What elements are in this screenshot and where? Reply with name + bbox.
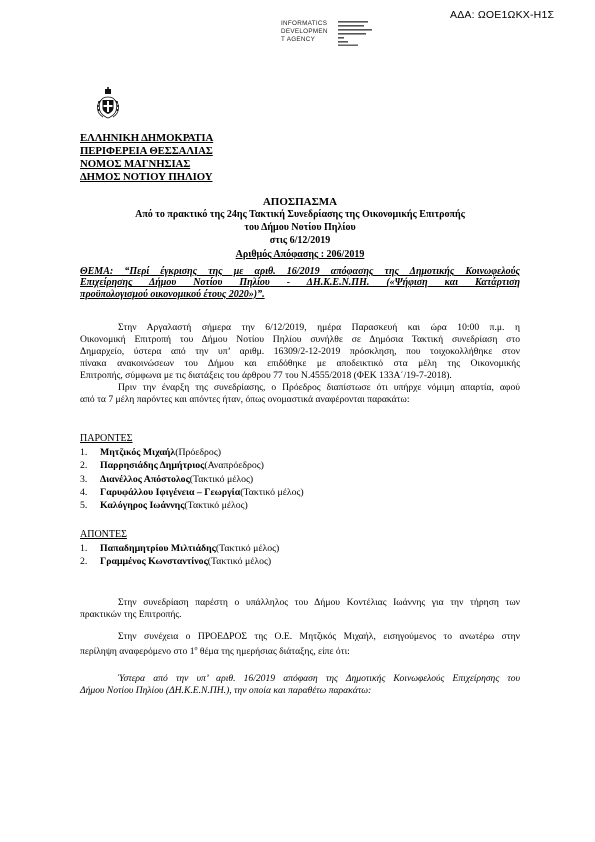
member-name: Καλόγηρος Ιωάννης bbox=[100, 500, 185, 512]
member-name: Γραμμένος Κωνσταντίνος bbox=[100, 556, 208, 568]
paragraph-quorum bbox=[80, 382, 520, 406]
paragraph-president-line-2 bbox=[80, 643, 520, 658]
paragraph-clerk-line-2: πρακτικών της Επιτροπής. bbox=[80, 609, 182, 620]
member-name: Διανέλλος Απόστολος bbox=[100, 473, 190, 485]
diavgeia-logo bbox=[281, 20, 328, 44]
absent-list bbox=[80, 542, 279, 569]
list-number: 5. bbox=[80, 500, 88, 512]
present-list bbox=[80, 446, 304, 512]
list-item bbox=[80, 486, 304, 499]
member-role: (Πρόεδρος) bbox=[175, 447, 221, 458]
member-role: (Τακτικό μέλος) bbox=[240, 486, 304, 498]
list-item bbox=[80, 555, 279, 568]
ada-code: ΑΔΑ: ΩΟΕ1ΩΚΧ-Η1Σ bbox=[450, 9, 555, 21]
header-region: ΠΕΡΙΦΕΡΕΙΑ ΘΕΣΣΑΛΙΑΣ bbox=[80, 145, 213, 157]
member-role: (Τακτικό μέλος) bbox=[215, 543, 280, 554]
list-number: 2. bbox=[80, 556, 88, 568]
paragraph-meeting-line-1: Στην Αργαλαστή σήμερα την 6/12/2019, ημέρα Παρασκευή και ώρα 10:00 π.μ. η bbox=[118, 322, 520, 333]
subject-line-3: προϋπολογισμού οικονομικού έτους 2020»)”. bbox=[80, 288, 265, 300]
paragraph-quorum-line-1: Πριν την έναρξη της συνεδρίασης, ο Πρόεδρος διαπίστωσε ότι υπήρχε νόμιμη απαρτία, αφού bbox=[118, 382, 520, 393]
header-prefecture: ΝΟΜΟΣ ΜΑΓΝΗΣΙΑΣ bbox=[80, 158, 191, 170]
member-name: Παρρησιάδης Δημήτριος bbox=[100, 460, 205, 472]
member-name: Παπαδημητρίου Μιλτιάδης bbox=[100, 543, 216, 554]
present-heading: ΠΑΡΟΝΤΕΣ bbox=[80, 433, 133, 444]
paragraph-meeting bbox=[80, 322, 520, 382]
quoted-decision-line-2: Δήμου Νοτίου Πηλίου (ΔΗ.Κ.Ε.Ν.ΠΗ.), την οποία και παραθέτω παρακάτω: bbox=[80, 685, 372, 696]
list-item bbox=[80, 459, 304, 472]
logo-line-3: T AGENCY bbox=[281, 36, 316, 43]
list-item bbox=[80, 446, 304, 459]
quoted-decision bbox=[80, 673, 520, 697]
paragraph-meeting-line-5: Επιτροπής, σύμφωνα με τις διατάξεις του άρθρου 77 του Ν.4555/2018 (ΦΕΚ 133Α΄/19-7-2018). bbox=[80, 370, 452, 381]
header-municipality: ΔΗΜΟΣ ΝΟΤΙΟΥ ΠΗΛΙΟΥ bbox=[80, 171, 213, 183]
member-role: (Αναπρόεδρος) bbox=[204, 460, 264, 472]
paragraph-clerk bbox=[80, 597, 520, 621]
paragraph-clerk-line-1: Στην συνεδρίαση παρέστη ο υπάλληλος του Δήμου Κοντέλιας Ιωάννης για την τήρηση των bbox=[118, 597, 520, 608]
title-line-1: Από το πρακτικό της 24ης Τακτική Συνεδρίασης της Οικονομικής Επιτροπής bbox=[135, 209, 465, 220]
list-item bbox=[80, 499, 304, 512]
list-number: 3. bbox=[80, 473, 88, 485]
logo-line-2: DEVELOPMEN bbox=[281, 28, 328, 35]
list-number: 2. bbox=[80, 460, 88, 472]
logo-line-1: INFORMATICS bbox=[281, 20, 328, 27]
member-name: Μητζικός Μιχαήλ bbox=[100, 447, 176, 458]
member-role: (Τακτικό μέλος) bbox=[207, 556, 272, 568]
document-title: ΑΠΟΣΠΑΣΜΑ bbox=[262, 196, 338, 208]
paragraph-meeting-line-4: πίνακα ανακοινώσεων του Δήμου και επιδόθηκε με αποδεικτικό στα μέλη της Οικονομικής bbox=[80, 358, 520, 369]
list-item bbox=[80, 473, 304, 486]
header-country: ΕΛΛΗΝΙΚΗ ΔΗΜΟΚΡΑΤΙΑ bbox=[80, 132, 214, 144]
list-number: 4. bbox=[80, 486, 88, 498]
member-role: (Τακτικό μέλος) bbox=[184, 500, 248, 512]
member-role: (Τακτικό μέλος) bbox=[189, 473, 254, 485]
title-date: στις 6/12/2019 bbox=[269, 235, 331, 246]
paragraph-president-line-2-start: περίληψη αναφερόμενο στο 1 bbox=[80, 646, 195, 658]
paragraph-president-line-2-end: θέμα της ημερήσιας διάταξης, είπε ότι: bbox=[197, 646, 350, 658]
subject-line-2: Επιχείρησης Δήμου Νοτίου Πηλίου - ΔΗ.Κ.Ε.Ν.ΠΗ. («Ψήφιση και Κατάρτιση bbox=[80, 277, 520, 289]
decision-number bbox=[80, 249, 520, 261]
list-number: 1. bbox=[80, 447, 88, 458]
subject-block bbox=[80, 266, 520, 300]
title-line-2: του Δήμου Νοτίου Πηλίου bbox=[244, 222, 356, 233]
paragraph-meeting-line-2: Οικονομική Επιτροπή του Δήμου Νοτίου Πηλίου συνήλθε σε Δημόσια Τακτική συνεδρίαση στο bbox=[80, 334, 520, 345]
paragraph-meeting-line-3: Δημαρχείο, ύστερα από την υπ’ αριθμ. 16309/2-12-2019 πρόσκληση, που τοιχοκολλήθηκε στον bbox=[80, 346, 520, 357]
ordinal-superscript: ο bbox=[194, 646, 198, 652]
paragraph-president-line-1: Στην συνέχεια ο ΠΡΟΕΔΡΟΣ της Ο.Ε. Μητζικός Μιχαήλ, εισηγούμενος το ανωτέρω στην bbox=[118, 631, 520, 642]
member-name: Γαρυφάλλου Ιφιγένεια – Γεωργία bbox=[100, 486, 241, 498]
decision-number-text: Αριθμός Απόφασης : 206/2019 bbox=[235, 249, 365, 260]
greek-coat-of-arms-icon bbox=[95, 86, 121, 119]
logo-fine-print-graphic bbox=[338, 20, 378, 46]
absent-heading: ΑΠΟΝΤΕΣ bbox=[80, 529, 127, 540]
subject-line-1: ΘΕΜΑ: “Περί έγκρισης της με αριθ. 16/2019 απόφασης της Δημοτικής Κοινωφελούς bbox=[80, 266, 520, 277]
paragraph-president bbox=[80, 631, 520, 658]
list-item bbox=[80, 542, 279, 555]
paragraph-quorum-line-2: από τα 7 μέλη παρόντες και απόντες ήταν, όπως ονομαστικά αναφέρονται παρακάτω: bbox=[80, 394, 410, 405]
list-number: 1. bbox=[80, 543, 88, 554]
quoted-decision-line-1: Ύστερα από την υπ’ αριθ. 16/2019 απόφαση της Δημοτικής Κοινωφελούς Επιχείρησης του bbox=[118, 673, 520, 684]
